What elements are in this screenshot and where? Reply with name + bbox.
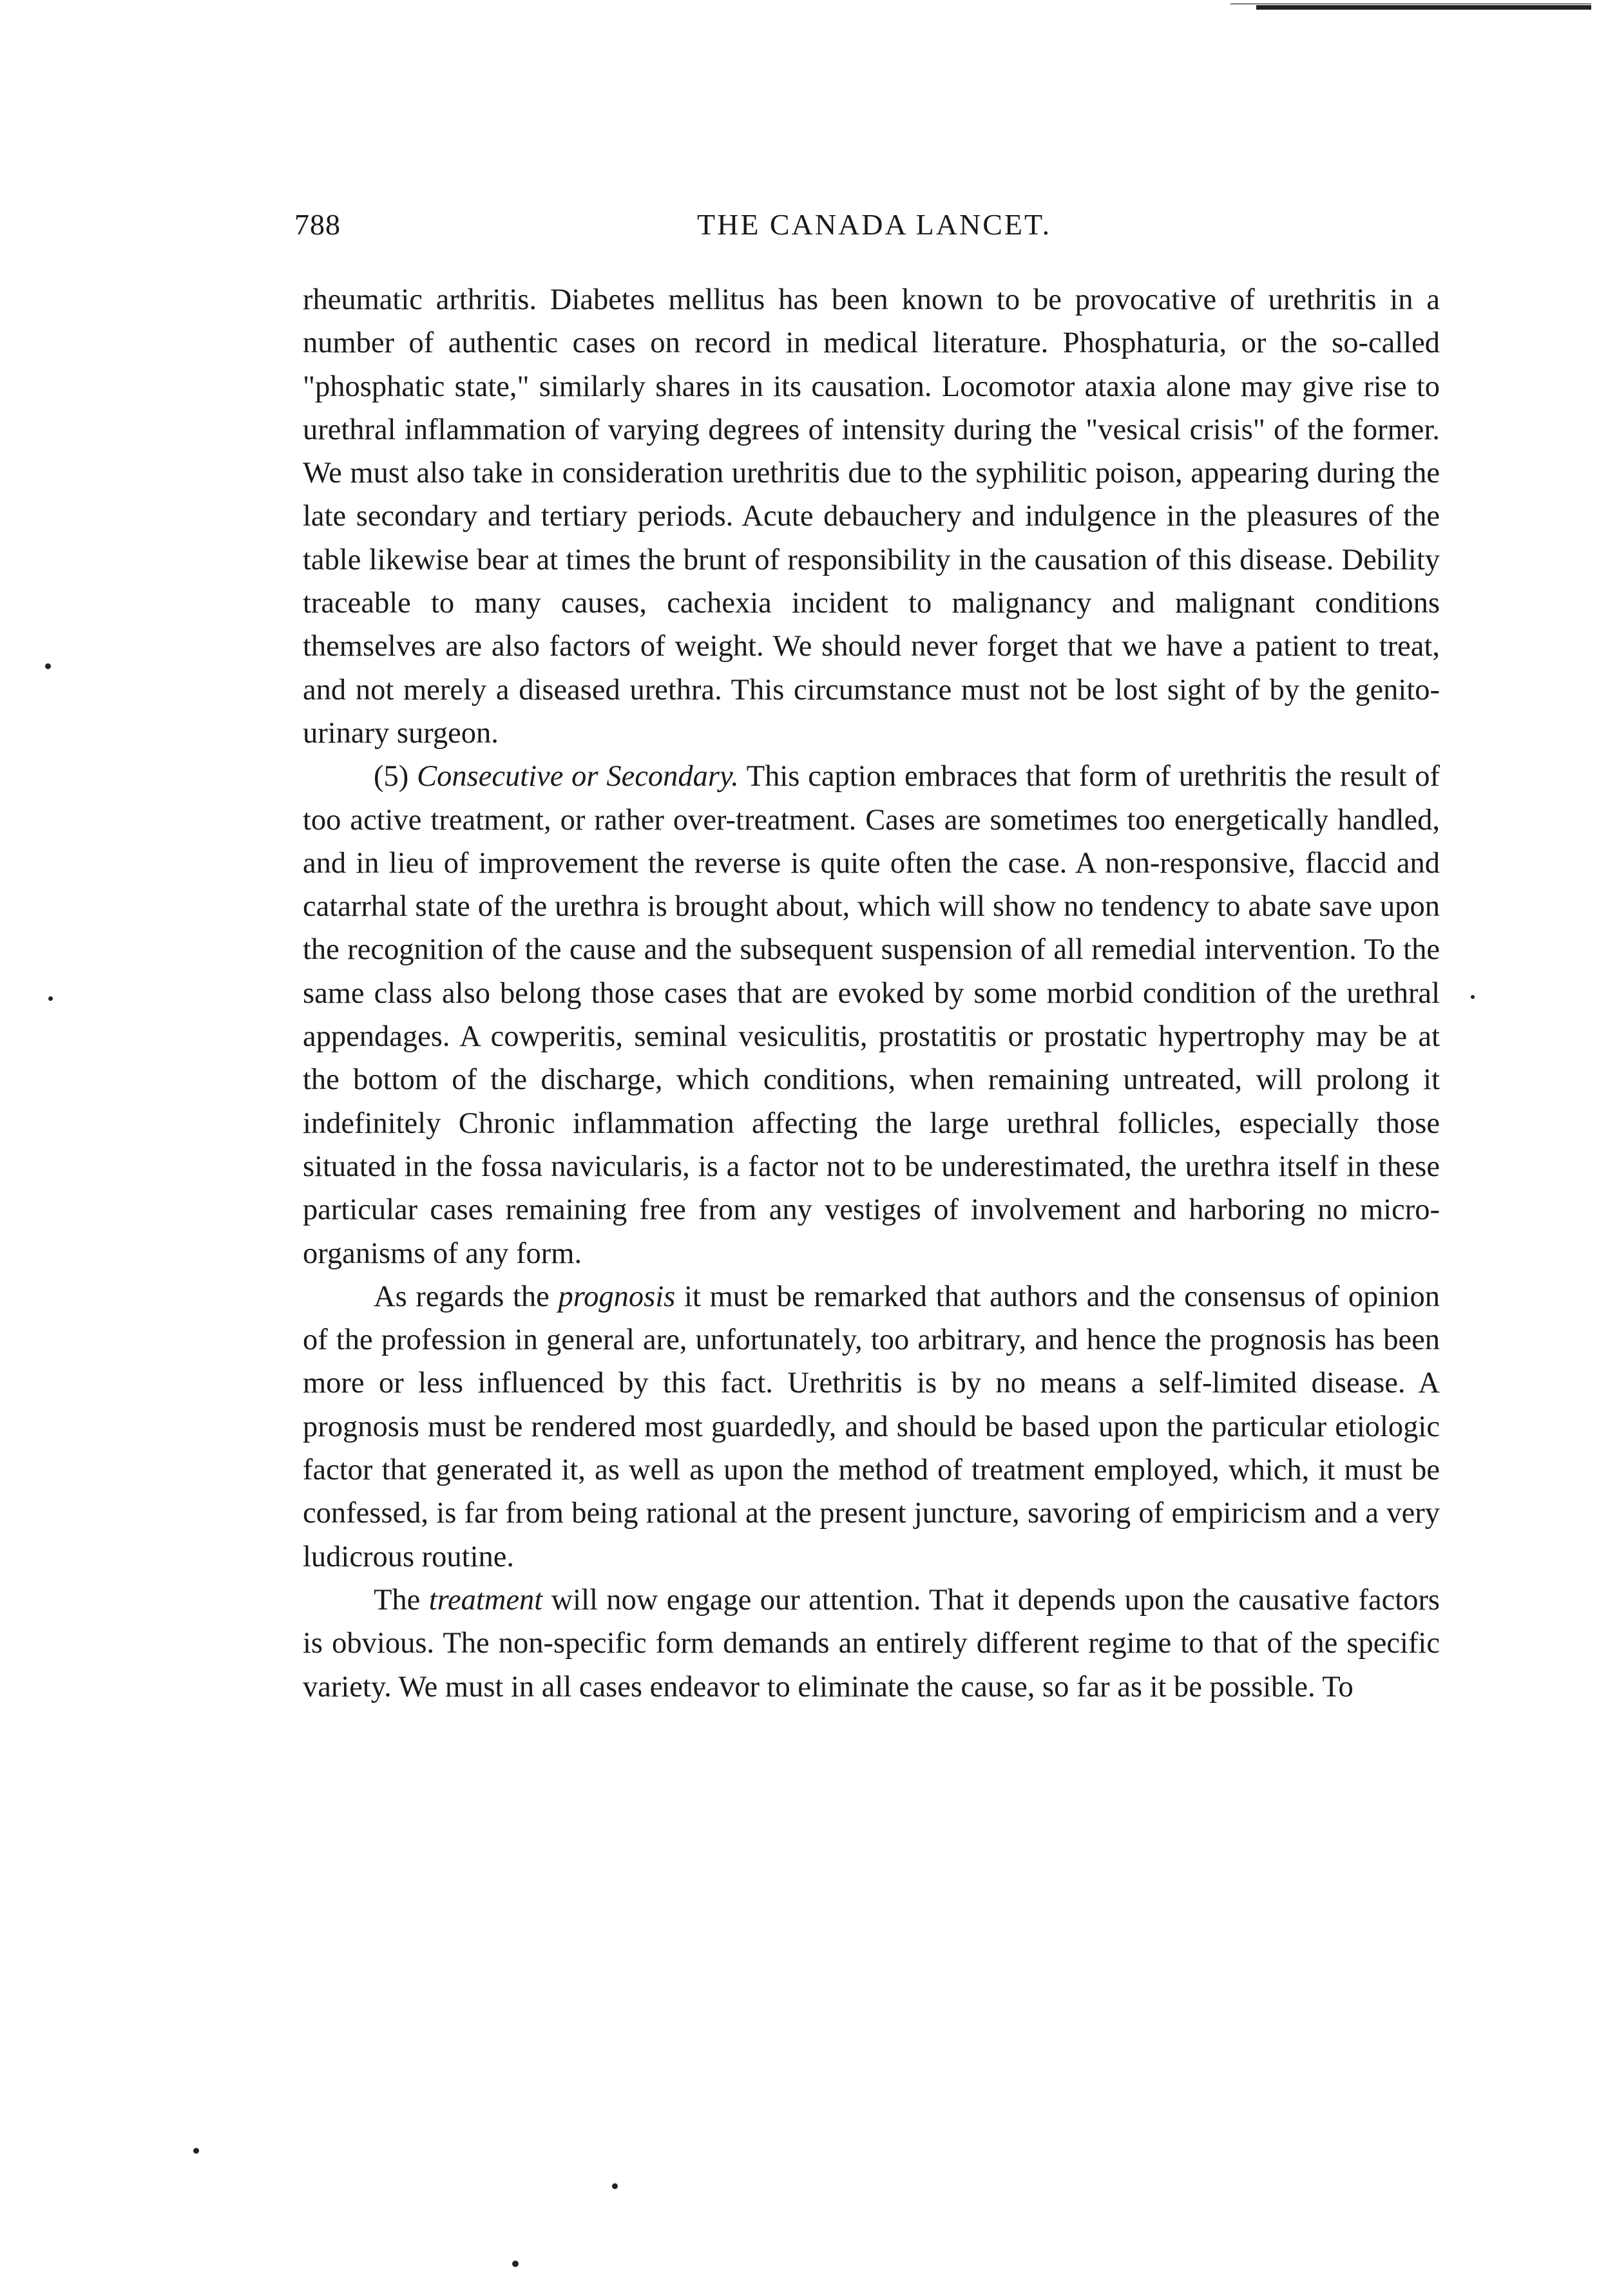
paragraph-treatment bbox=[303, 1579, 1440, 1709]
prognosis-emphasis: prognosis bbox=[558, 1280, 676, 1313]
scan-speck bbox=[612, 2183, 618, 2189]
top-edge-rule-thin bbox=[1230, 3, 1591, 5]
scan-speck bbox=[512, 2261, 519, 2267]
scan-speck bbox=[45, 663, 51, 669]
page-number: 788 bbox=[294, 208, 341, 241]
treatment-emphasis: treatment bbox=[428, 1583, 543, 1617]
running-title: THE CANADA LANCET. bbox=[697, 208, 1052, 241]
prognosis-lead: As regards the bbox=[374, 1280, 550, 1313]
treatment-text: will now engage our attention. That it depends upon the causative factors is obvious. The non-specific form demands an entirely different regime to that of the specific variety. We must in all cases endeavor to eliminate the cause, so far as it be possible. To bbox=[303, 1583, 1440, 1703]
scan-speck bbox=[48, 996, 53, 1001]
paragraph-causes: rheumatic arthritis. Diabetes mellitus has been known to be provocative of urethritis in a number of authentic cases on record in medical literature. Phosphaturia, or the so-called "phosphatic state," similarly shares in its causation. Locomotor ataxia alone may give rise to urethral inflammation of varying degrees of intensity during the "vesical crisis" of the former. We must also take in consideration urethritis due to the syphilitic poison, appearing during the late secondary and tertiary periods. Acute debauchery and indulgence in the pleasures of the table likewise bear at times the brunt of responsibility in the causation of this disease. Debility traceable to many causes, cachexia incident to malignancy and malignant conditions themselves are also factors of weight. We should never forget that we have a patient to treat, and not merely a diseased urethra. This circumstance must not be lost sight of by the genito-urinary surgeon. bbox=[303, 283, 1440, 750]
scan-speck bbox=[1471, 995, 1475, 999]
paragraph-prognosis bbox=[303, 1275, 1440, 1579]
section-text: This caption embraces that form of urethritis the result of too active treatment, or rather over-treatment. Cases are sometimes too energetically handled, and in lieu of improvement the reverse is quite often the case. A non-responsive, flaccid and catarrhal state of the urethra is brought about, which will show no tendency to abate save upon the recognition of the cause and the subsequent suspension of all remedial intervention. To the same class also belong those cases that are evoked by some morbid condition of the urethral appendages. A cowperitis, seminal vesiculitis, prostatitis or prostatic hypertrophy may be at the bottom of the discharge, which conditions, when remaining untreated, will prolong it indefinitely Chronic inflammation affecting the large urethral follicles, especially those situated in the fossa navicularis, is a factor not to be underestimated, the urethra itself in these particular cases remaining free from any vestiges of involvement and harboring no micro-organisms of any form. bbox=[303, 760, 1440, 1270]
article-body bbox=[303, 278, 1440, 1709]
paragraph-consecutive-urethritis bbox=[303, 755, 1440, 1275]
scan-speck bbox=[193, 2148, 199, 2154]
section-number: (5) bbox=[374, 760, 409, 793]
top-edge-rule bbox=[1256, 5, 1591, 10]
section-heading: Consecutive or Secondary. bbox=[417, 760, 739, 793]
treatment-lead: The bbox=[374, 1583, 421, 1617]
prognosis-text: it must be remarked that authors and the consensus of opinion of the profession in general are, unfortunately, too arbitrary, and hence the prognosis has been more or less influenced by this fact. Urethritis is by no means a self-limited disease. A prognosis must be rendered most guardedly, and should be based upon the particular etiologic factor that generated it, as well as upon the method of treatment employed, which, it must be confessed, is far from being rational at the present juncture, savoring of empiricism and a very ludicrous routine. bbox=[303, 1280, 1440, 1573]
running-header bbox=[294, 207, 1446, 246]
